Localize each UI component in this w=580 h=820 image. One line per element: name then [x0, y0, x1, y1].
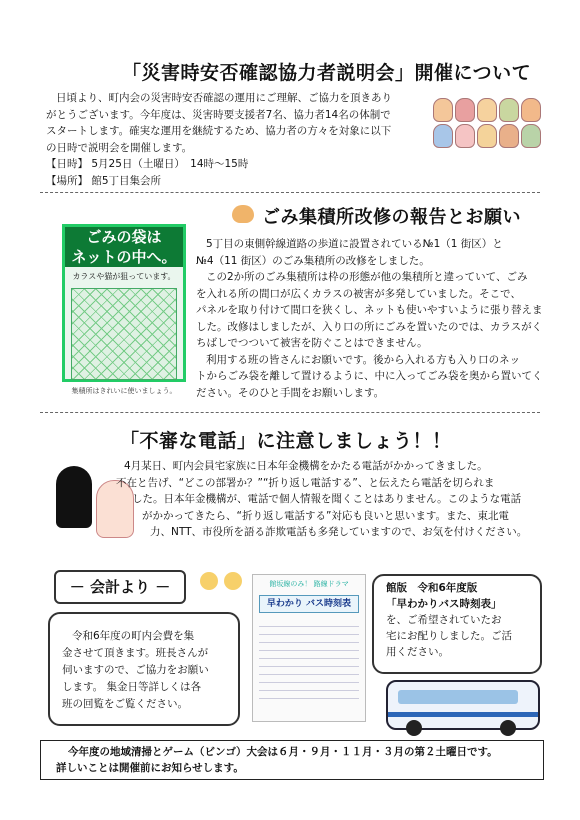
- section3-body: [110, 458, 550, 541]
- notice-heading: 「早わかりバス時刻表」: [386, 598, 502, 610]
- place-value: 館5丁目集会所: [91, 174, 162, 187]
- body-line: します。 集金日等詳しくは各: [62, 681, 201, 693]
- body-line: 用ください。: [386, 646, 449, 658]
- body-line: 不在と告げ、“どこの部署か？”“折り返し電話する”、と伝えたら電話を切られま: [116, 476, 495, 489]
- section1-title: 「災害時安否確認協力者説明会」開催について: [122, 62, 532, 84]
- body-line: ちばしでつついて被害を防ぐことはできません。: [196, 337, 428, 349]
- body-line: №4（11 街区）のごみ集積所の改修をしました。: [196, 254, 430, 267]
- body-line: パネルを取り付けて間口を狭くし、ネットも使いやすいように張り替えま: [196, 304, 543, 316]
- body-line: スタートします。確実な運用を継続するため、協力者の方々を対象に以下: [46, 125, 392, 137]
- timetable-header: 館坂線のみ！ 路線ドラマ: [269, 580, 349, 588]
- people-group-illustration: [433, 98, 543, 148]
- body-line: 利用する班の皆さんにお願いです。後から入れる方も入り口のネッ: [206, 353, 521, 366]
- section3-title: 「不審な電話」に注意しましょう！！: [120, 430, 452, 452]
- body-line: 力、NTT、市役所を語る詐欺電話も多発していますので、お気を付けください。: [150, 526, 528, 538]
- suspicious-caller-icon: [56, 466, 92, 528]
- poster-footer: 集積所はきれいに使いましょう。: [71, 387, 177, 395]
- body-line: した。改修はしましたが、入り口の所にごみを置いたのでは、カラスがく: [196, 320, 543, 333]
- body-line: を、ご希望されていたお: [386, 614, 502, 626]
- timetable-notice: [386, 580, 536, 660]
- body-line: 伺いますので、ご協力をお願い: [62, 664, 209, 676]
- body-line: 金させて頂きます。班長さんが: [62, 647, 209, 659]
- body-line: がかかってきたら、“折り返し電話する”対応も良いと思います。また、東北電: [142, 509, 510, 522]
- divider: [40, 192, 540, 193]
- body-line: 班の回覧をご覧ください。: [62, 698, 188, 710]
- body-line: 令和6年度の町内会費を集: [72, 630, 195, 642]
- children-illustration: [198, 572, 246, 606]
- bus-icon: [386, 680, 540, 730]
- garbage-net-poster: [62, 224, 186, 395]
- body-line: を入れる所の間口が広くカラスの被害が多発していました。そこで、: [196, 287, 521, 300]
- place-label: 【場所】: [46, 174, 88, 187]
- body-line: トからごみ袋を離して置けるように、中に入ってごみ袋を奥から置いてく: [196, 370, 543, 382]
- body-line: 5丁目の東側幹線道路の歩道に設置されている№1（1 街区）と: [206, 238, 503, 250]
- date-value: 5月25日（土曜日） 14時～15時: [91, 158, 249, 170]
- timetable-grid: [259, 619, 359, 699]
- footer-line: 今年度の地域清掃とゲーム（ビンゴ）大会は６月・９月・１１月・３月の第２土曜日です。: [68, 746, 498, 758]
- cat-icon: [232, 205, 254, 223]
- section2-body: [196, 236, 546, 401]
- accounting-title: － 会計より －: [54, 570, 186, 604]
- garbage-net-illustration: [71, 288, 177, 380]
- bus-timetable-image: [252, 574, 366, 722]
- footer-notice: [56, 744, 498, 776]
- body-line: 日頃より、町内会の災害時安否確認の運用にご理解、ご協力を頂きあり: [56, 92, 392, 104]
- timetable-title: 早わかり バス時刻表: [259, 595, 359, 613]
- section1-body: [46, 90, 416, 189]
- footer-line: 詳しいことは開催前にお知らせします。: [56, 762, 244, 774]
- body-line: 宅にお配りしました。ご活: [386, 630, 512, 642]
- poster-subtitle: カラスや猫が狙っています。: [72, 272, 176, 281]
- section2-title: ごみ集積所改修の報告とお願い: [262, 207, 521, 228]
- body-line: がとうございます。今年度は、災害時要支援者7名、協力者14名の体制で: [46, 108, 391, 121]
- date-label: 【日時】: [46, 158, 88, 170]
- accounting-body: [62, 628, 232, 713]
- poster-title: ごみの袋は ネットの中へ。: [65, 227, 183, 267]
- notice-heading: 館版 令和6年度版: [386, 582, 478, 594]
- body-line: この2か所のごみ集積所は枠の形態が他の集積所と違っていて、ごみ: [206, 271, 528, 283]
- divider: [40, 412, 540, 413]
- body-line: 4月某日、町内会員宅家族に日本年金機構をかたる電話がかかってきました。: [124, 460, 488, 472]
- body-line: ださい。そのひと手間をお願いします。: [196, 386, 385, 399]
- body-line: した。日本年金機構が、電話で個人情報を聞くことはありません。このような電話: [132, 493, 522, 505]
- body-line: の日時で説明会を開催します。: [46, 141, 193, 154]
